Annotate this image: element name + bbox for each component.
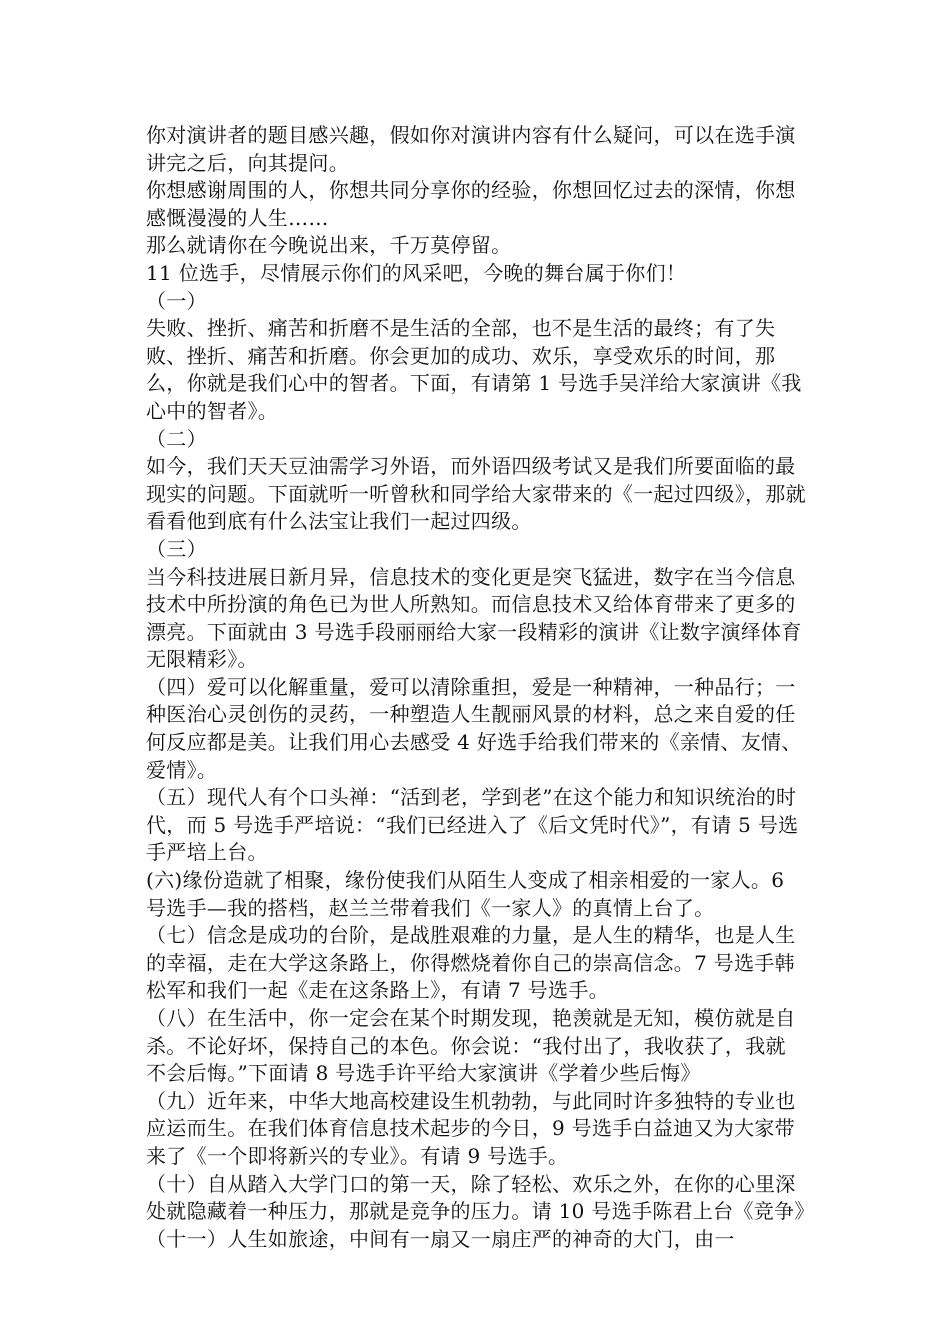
paragraph-intro-question: 你对演讲者的题目感兴趣，假如你对演讲内容有什么疑问，可以在选手演讲完之后，向其提问。 [146, 123, 796, 175]
section-heading-3: （三） [146, 536, 207, 561]
paragraph-intro-tonight: 那么就请你在今晚说出来，千万莫停留。 [146, 233, 512, 258]
paragraph-section-4: （四）爱可以化解重量，爱可以清除重担，爱是一种精神，一种品行；一种医治心灵创伤的灵药，一种塑造人生靓丽风景的材料，总之来自爱的任何反应都是美。让我们用心去感受 4 好选手给我们带来的《亲情、友情、爱情》。 [146, 674, 802, 782]
paragraph-section-10: （十）自从踏入大学门口的第一天，除了轻松、欢乐之外，在你的心里深处就隐藏着一种压力，那就是竞争的压力。请 10 号选手陈君上台《竞争》 [146, 1171, 815, 1224]
paragraph-section-2: 如今，我们天天豆油需学习外语，而外语四级考试又是我们所要面临的最现实的问题。下面就听一听曾秋和同学给大家带来的《一起过四级》，那就看看他到底有什么法宝让我们一起过四级。 [146, 454, 806, 534]
section-heading-2: （二） [146, 426, 207, 451]
paragraph-section-6: (六)缘份造就了相聚，缘份使我们从陌生人变成了相亲相爱的一家人。6 号选手—我的搭档，赵兰兰带着我们《一家人》的真情上台了。 [146, 868, 785, 920]
paragraph-section-8: （八）在生活中，你一定会在某个时期发现，艳羡就是无知，模仿就是自杀。不论好坏，保持自己的本色。你会说：“我付出了，我收获了，我就不会后悔。”下面请 8 号选手许平给大家演讲《学着少些后悔》 [146, 1006, 796, 1086]
document-body [146, 122, 815, 1253]
paragraph-section-1: 失败、挫折、痛苦和折磨不是生活的全部，也不是生活的最终；有了失败、挫折、痛苦和折磨。你会更加的成功、欢乐，享受欢乐的时间，那么，你就是我们心中的智者。下面，有请第 1 号选手吴洋给大家演讲《我心中的智者》。 [146, 316, 802, 423]
paragraph-section-9: （九）近年来，中华大地高校建设生机勃勃，与此同时许多独特的专业也应运而生。在我们体育信息技术起步的今日，9 号选手白益迪又为大家带来了《一个即将新兴的专业》。有请 9 号选手。 [146, 1088, 796, 1168]
paragraph-section-11: （十一）人生如旅途，中间有一扇又一扇庄严的神奇的大门，由一 [146, 1226, 735, 1251]
section-heading-1: （一） [146, 288, 207, 313]
paragraph-section-3: 当今科技进展日新月异，信息技术的变化更是突飞猛进，数字在当今信息技术中所扮演的角色已为世人所熟知。而信息技术又给体育带来了更多的漂亮。下面就由 3 号选手段丽丽给大家一段精彩的演讲《让数字演绎体育无限精彩》。 [146, 564, 802, 672]
paragraph-section-5: （五）现代人有个口头禅：“活到老，学到老”在这个能力和知识统治的时代，而 5 号选手严培说：“我们已经进入了《后文凭时代》”，有请 5 号选手严培上台。 [146, 785, 799, 865]
paragraph-intro-thanks: 你想感谢周围的人，你想共同分享你的经验，你想回忆过去的深情，你想感慨漫漫的人生…… [146, 178, 796, 230]
paragraph-intro-contestants: 11 位选手，尽情展示你们的风采吧，今晚的舞台属于你们！ [146, 260, 687, 285]
paragraph-section-7: （七）信念是成功的台阶，是战胜艰难的力量，是人生的精华，也是人生的幸福，走在大学这条路上，你得燃烧着你自己的崇高信念。7 号选手韩松军和我们一起《走在这条路上》，有请 7 号选手。 [146, 923, 796, 1003]
